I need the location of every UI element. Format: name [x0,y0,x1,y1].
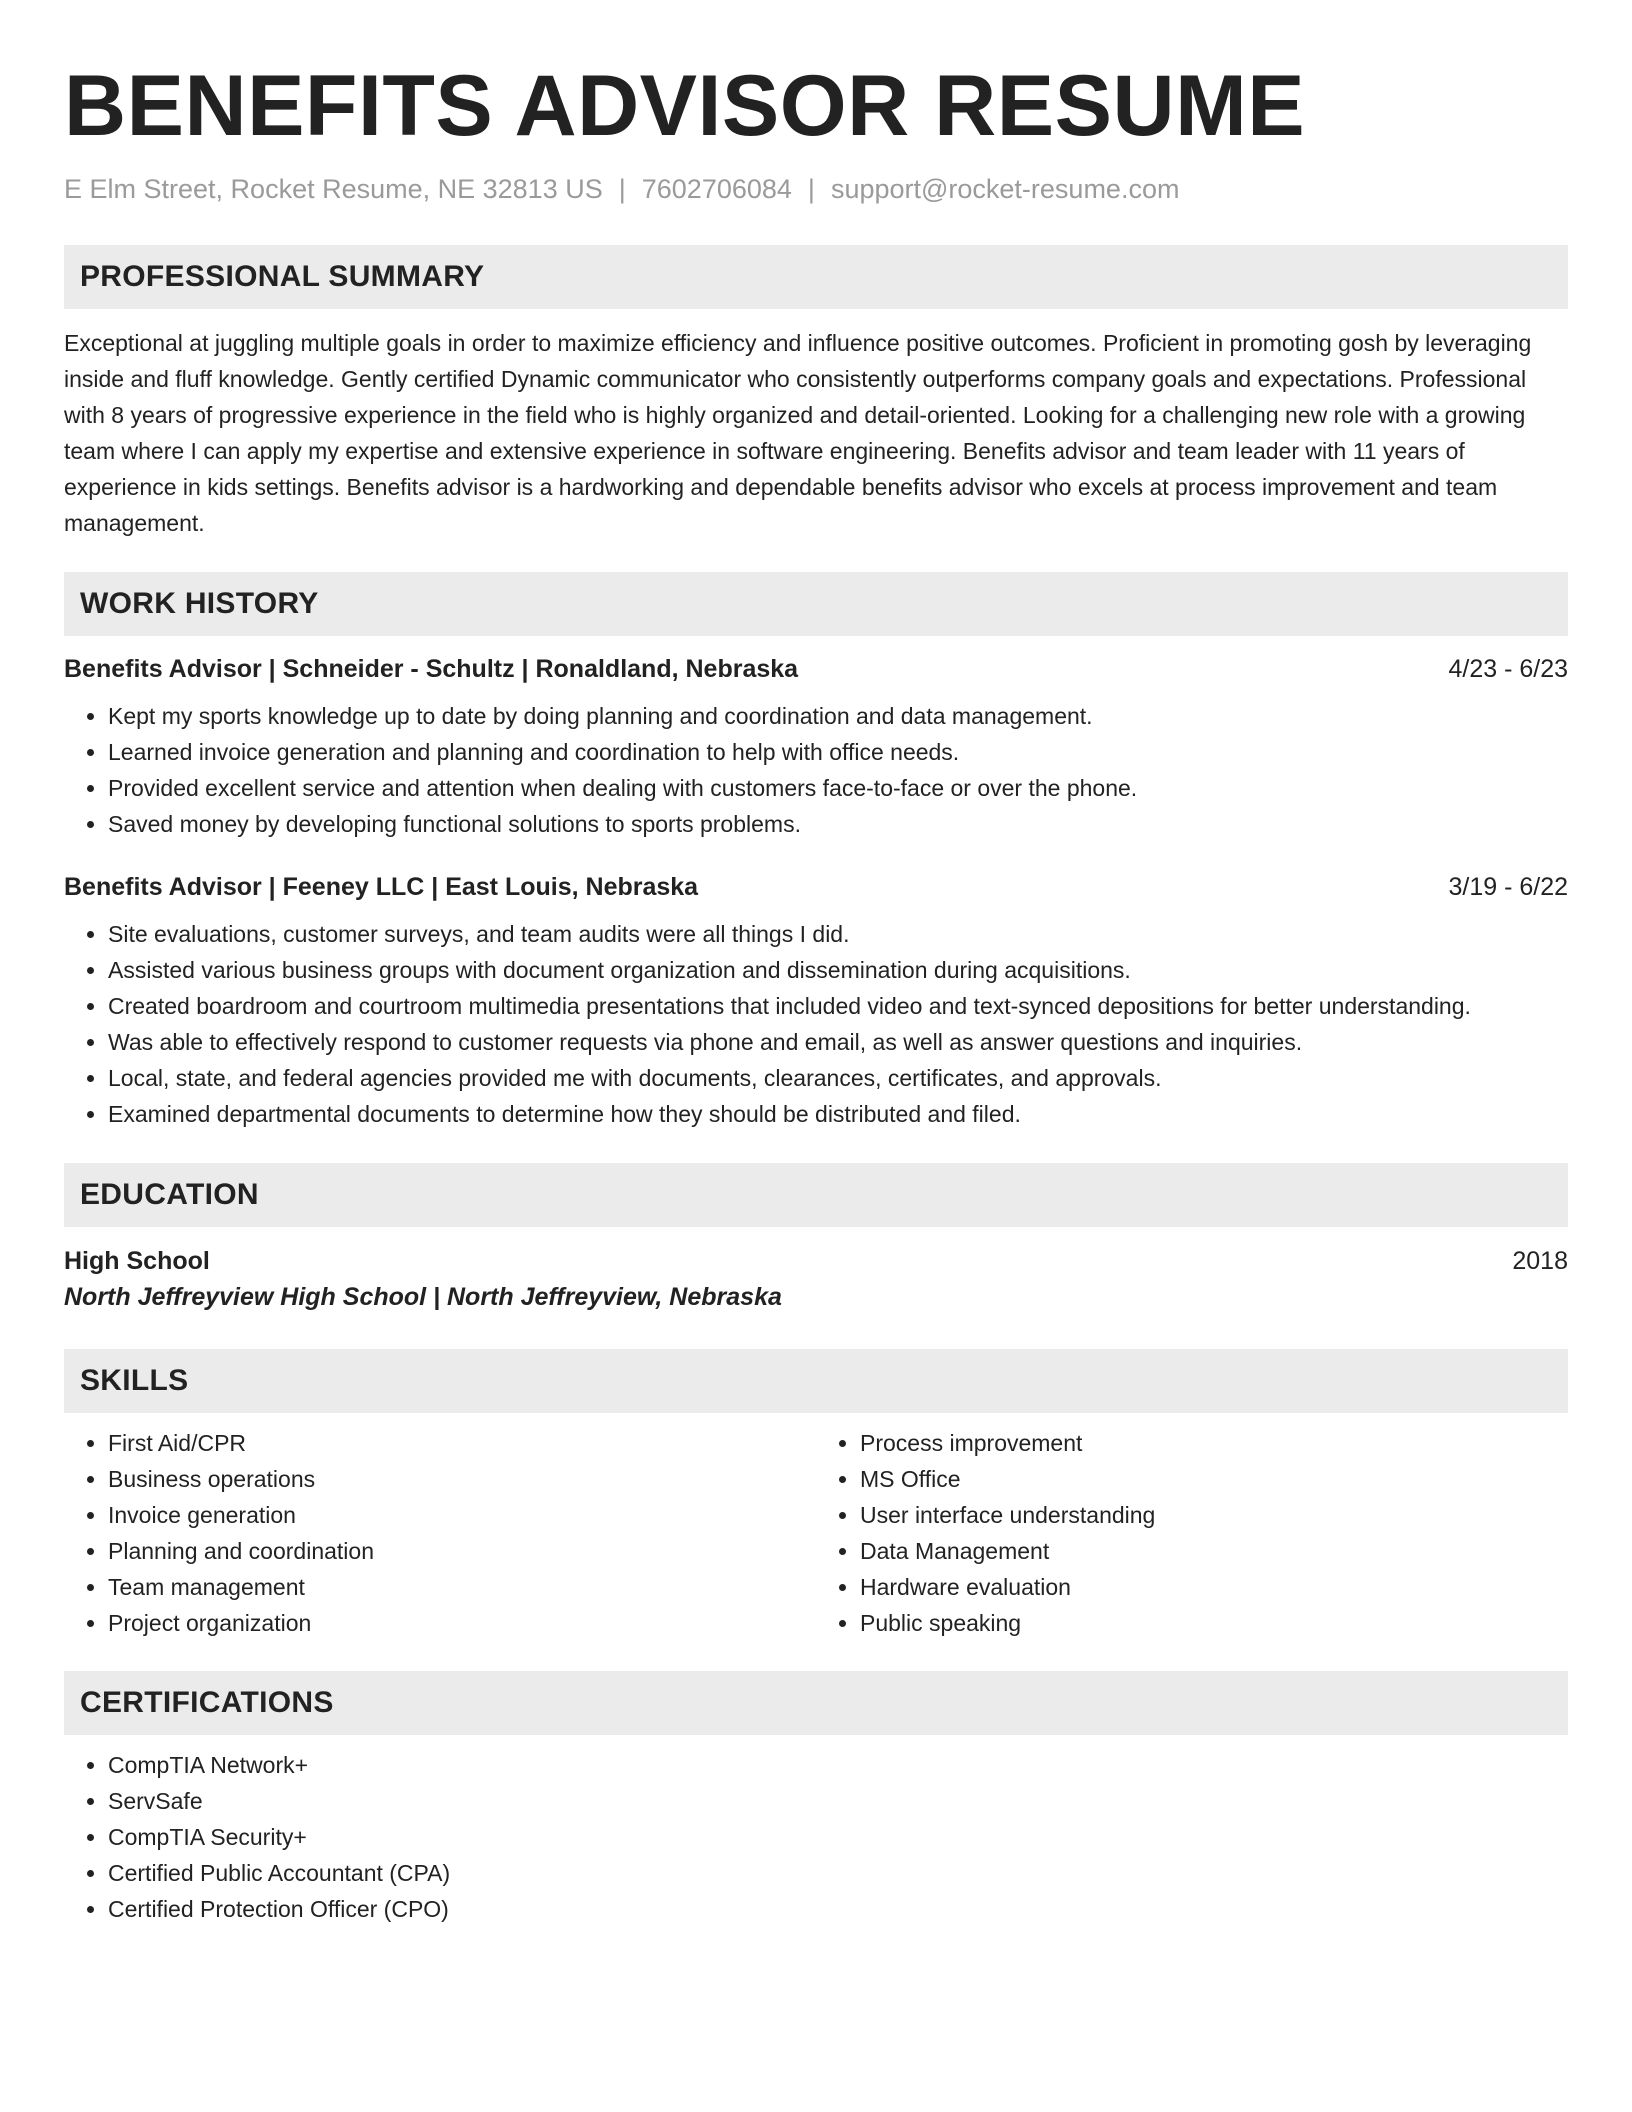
job-duty-item: • Local, state, and federal agencies provided me with documents, clearances, certificates, and approvals. [108,1060,1568,1096]
certification-item: • CompTIA Network+ [108,1747,1568,1783]
job-duty-item: • Examined departmental documents to determine how they should be distributed and filed. [108,1096,1568,1132]
education-school: North Jeffreyview High School | North Jeffreyview, Nebraska [64,1283,782,1311]
skill-item: • Public speaking [860,1605,1568,1641]
job-entry [64,870,1568,1132]
job-title: Benefits Advisor | Feeney LLC | East Louis, Nebraska [64,873,699,901]
skill-item: • Business operations [108,1461,816,1497]
contact-separator: | [618,174,626,204]
skills-heading: SKILLS [64,1349,1568,1413]
skill-item: • Data Management [860,1533,1568,1569]
education-entry [64,1243,1568,1315]
skill-item: • Hardware evaluation [860,1569,1568,1605]
resume-title: BENEFITS ADVISOR RESUME [64,58,1306,154]
job-dates: 3/19 - 6/22 [1448,873,1568,901]
skill-item: • Process improvement [860,1425,1568,1461]
job-duty-item: • Site evaluations, customer surveys, and team audits were all things I did. [108,916,1568,952]
job-duty-item: • Assisted various business groups with document organization and dissemination during acquisitions. [108,952,1568,988]
job-entry [64,652,1568,842]
job-duties-list [64,698,1568,842]
skill-item: • Project organization [108,1605,816,1641]
skill-item: • Invoice generation [108,1497,816,1533]
job-duties-list [64,916,1568,1132]
job-duty-item: • Kept my sports knowledge up to date by doing planning and coordination and data management. [108,698,1568,734]
skill-item: • User interface understanding [860,1497,1568,1533]
skills-list-right [816,1425,1568,1641]
certification-item: • CompTIA Security+ [108,1819,1568,1855]
certifications-section [64,1671,1568,1927]
job-duty-item: • Was able to effectively respond to customer requests via phone and email, as well as answer questions and inquiries. [108,1024,1568,1060]
summary-text: Exceptional at juggling multiple goals in order to maximize efficiency and influence positive outcomes. Proficient in promoting gosh by leveraging inside and fluff knowledge. Gently certified Dynamic communicator who consistently outperforms company goals and expectations. Professional with 8 years of progressive experience in the field who is highly organized and detail-oriented. Looking for a challenging new role with a growing team where I can apply my expertise and extensive experience in software engineering. Benefits advisor and team leader with 11 years of experience in kids settings. Benefits advisor is a hardworking and dependable benefits advisor who excels at process improvement and team management. [64,330,1532,536]
education-year: 2018 [1512,1247,1568,1275]
work-history-heading: WORK HISTORY [64,572,1568,636]
education-heading: EDUCATION [64,1163,1568,1227]
job-header [64,652,1568,686]
education-degree: High School [64,1247,210,1275]
contact-email: support@rocket-resume.com [830,174,1180,204]
job-duty-item: • Provided excellent service and attention when dealing with customers face-to-face or over the phone. [108,770,1568,806]
skills-section [64,1349,1568,1641]
skills-list-left [64,1425,816,1641]
skill-item: • Team management [108,1569,816,1605]
skill-item: • First Aid/CPR [108,1425,816,1461]
job-duty-item: • Created boardroom and courtroom multimedia presentations that included video and text-synced depositions for better understanding. [108,988,1568,1024]
skill-item: • Planning and coordination [108,1533,816,1569]
contact-address: E Elm Street, Rocket Resume, NE 32813 US [64,174,603,204]
skills-grid [64,1413,1568,1641]
contact-line [64,172,1568,206]
contact-phone: 7602706084 [641,174,792,204]
certification-item: • Certified Protection Officer (CPO) [108,1891,1568,1927]
certifications-heading: CERTIFICATIONS [64,1671,1568,1735]
contact-separator: | [807,174,815,204]
summary-heading: PROFESSIONAL SUMMARY [64,245,1568,309]
work-history-section [64,572,1568,1132]
summary-section [64,245,1568,541]
certifications-list [64,1747,1568,1927]
job-duty-item: • Saved money by developing functional solutions to sports problems. [108,806,1568,842]
education-section [64,1163,1568,1315]
job-header [64,870,1568,904]
skill-item: • MS Office [860,1461,1568,1497]
certification-item: • ServSafe [108,1783,1568,1819]
education-header [64,1243,1568,1279]
job-duty-item: • Learned invoice generation and planning and coordination to help with office needs. [108,734,1568,770]
certification-item: • Certified Public Accountant (CPA) [108,1855,1568,1891]
job-dates: 4/23 - 6/23 [1448,655,1568,683]
job-title: Benefits Advisor | Schneider - Schultz | Ronaldland, Nebraska [64,655,799,683]
